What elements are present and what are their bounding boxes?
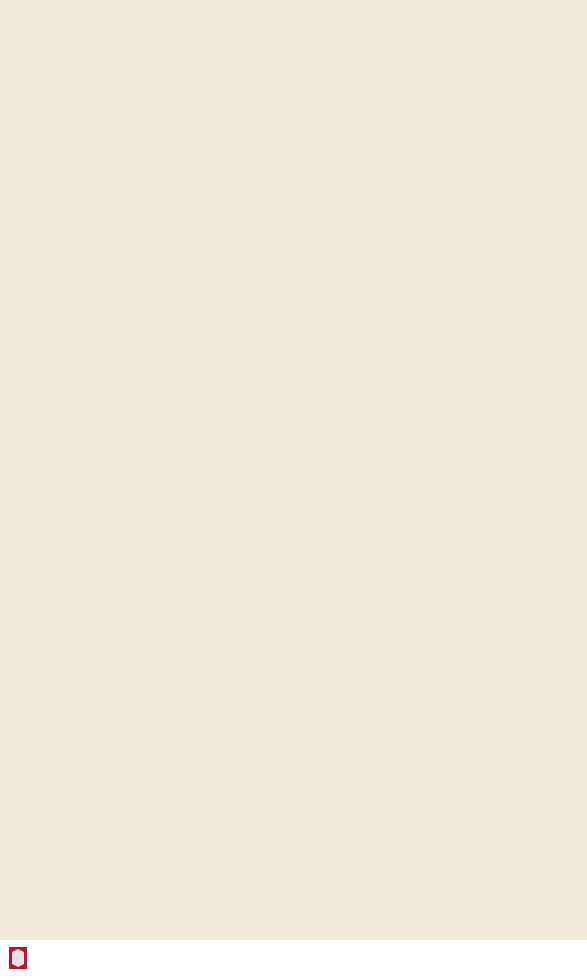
viewer-bottom-bar bbox=[0, 940, 587, 980]
university-seal-icon bbox=[8, 946, 28, 970]
